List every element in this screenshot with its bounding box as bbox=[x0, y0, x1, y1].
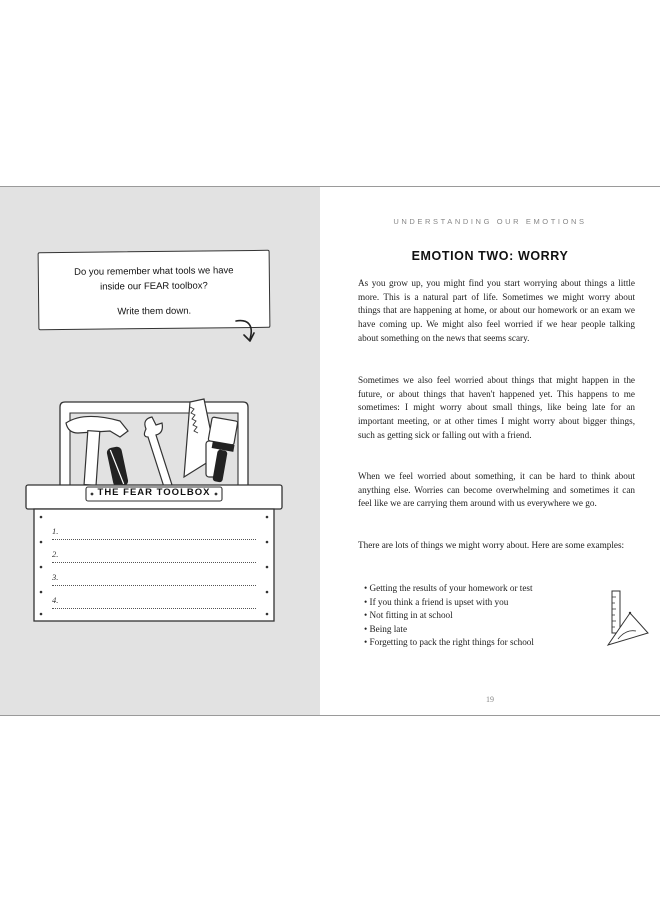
chapter-heading: EMOTION TWO: WORRY bbox=[411, 249, 569, 263]
paragraph-1: As you grow up, you might find you start worrying about things a little more. This is a natural part of life. Sometimes we might worry about things that are happening at home, or about our homework or an exam we have coming up. We might also feel worried if we hear people talking about something on the news that seems scary. bbox=[358, 278, 635, 343]
answer-number: 3. bbox=[52, 572, 59, 582]
prompt-line-1: Do you remember what tools we have bbox=[74, 265, 234, 278]
list-item: • Getting the results of your homework or test bbox=[364, 582, 534, 596]
ruler-protractor-icon bbox=[604, 589, 654, 651]
list-item: • Forgetting to pack the right things for school bbox=[364, 636, 534, 650]
answer-line-3[interactable] bbox=[52, 571, 256, 586]
toolbox-illustration bbox=[24, 397, 294, 627]
paragraph-2: Sometimes we also feel worried about things that might happen in the future, or about things that haven't happened yet. This happens to me sometimes: I might worry about small things, like being late for an important meeting, or at other times I might worry about bigger things, such as getting sick or falling out with a friend. bbox=[358, 375, 635, 440]
running-head: UNDERSTANDING OUR EMOTIONS bbox=[393, 217, 587, 226]
prompt-instruction: Write them down. bbox=[117, 305, 192, 318]
list-item: • Being late bbox=[364, 623, 534, 637]
toolbox-label: THE FEAR TOOLBOX bbox=[97, 487, 211, 498]
answer-line-4[interactable] bbox=[52, 594, 256, 609]
prompt-line-2: inside our FEAR toolbox? bbox=[100, 280, 208, 293]
list-item: • If you think a friend is upset with you bbox=[364, 596, 534, 610]
book-spread bbox=[0, 186, 660, 716]
list-item: • Not fitting in at school bbox=[364, 609, 534, 623]
right-page bbox=[320, 187, 660, 715]
left-page bbox=[0, 187, 320, 715]
paragraph-4: There are lots of things we might worry about. Here are some examples: bbox=[358, 540, 625, 550]
answer-number: 1. bbox=[52, 526, 59, 536]
answer-number: 4. bbox=[52, 595, 59, 605]
paragraph-3: When we feel worried about something, it can be hard to think about anything else. Worries can become overwhelming and sometimes it can feel like we are carrying them around with us everywhere we go. bbox=[358, 471, 635, 509]
curved-arrow-icon bbox=[230, 315, 262, 347]
answer-line-2[interactable] bbox=[52, 548, 256, 563]
answer-number: 2. bbox=[52, 549, 59, 559]
page-number: 19 bbox=[486, 695, 494, 704]
examples-list bbox=[364, 582, 534, 650]
answer-line-1[interactable] bbox=[52, 525, 256, 540]
